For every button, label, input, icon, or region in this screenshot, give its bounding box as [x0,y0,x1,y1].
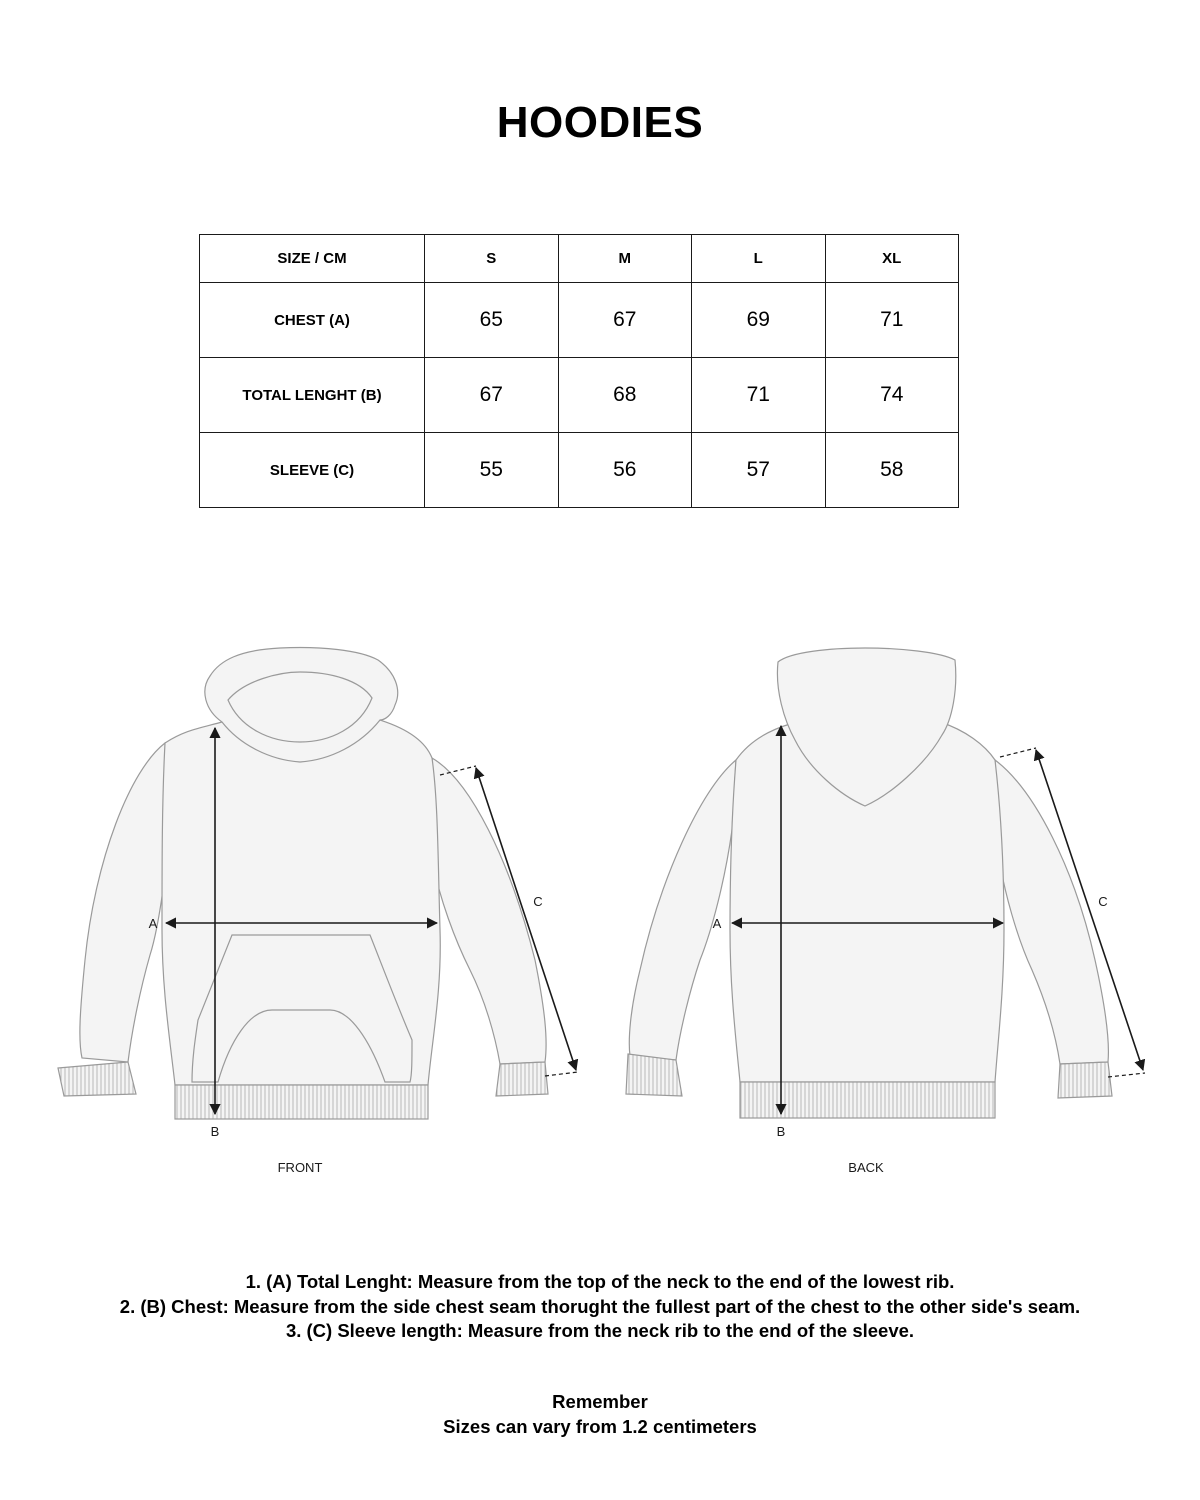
back-label-b: B [776,1124,786,1139]
length-xl: 74 [825,358,959,433]
remember-text: Sizes can vary from 1.2 centimeters [443,1415,757,1437]
measurement-notes [0,1270,1200,1344]
header-size-s: S [425,235,559,283]
hoodie-back-illustration [626,648,1112,1118]
length-l: 71 [692,358,826,433]
row-label-chest: CHEST (A) [200,283,425,358]
row-label-total-length: TOTAL LENGHT (B) [200,358,425,433]
hoodie-front-illustration [58,648,548,1120]
chest-m: 67 [558,283,692,358]
table-header-row [200,235,959,283]
note-chest: 2. (B) Chest: Measure from the side chest seam thorught the fullest part of the chest to the other side's seam. [119,1295,1081,1317]
remember-block [0,1390,1200,1439]
chest-l: 69 [692,283,826,358]
header-size-m: M [558,235,692,283]
length-m: 68 [558,358,692,433]
table-row-chest [200,283,959,358]
front-label-c: C [533,894,543,909]
front-label-b: B [210,1124,220,1139]
sleeve-m: 56 [558,433,692,508]
note-sleeve: 3. (C) Sleeve length: Measure from the neck rib to the end of the sleeve. [285,1320,915,1341]
length-s: 67 [425,358,559,433]
remember-heading: Remember [552,1391,648,1412]
hoodie-diagram-svg [0,630,1200,1190]
header-size-xl: XL [825,235,959,283]
back-caption: BACK [848,1160,884,1175]
sleeve-xl: 58 [825,433,959,508]
sleeve-s: 55 [425,433,559,508]
front-caption: FRONT [277,1160,323,1175]
hoodie-diagrams [0,630,1200,1190]
page-title: HOODIES [496,98,704,147]
note-total-length: 1. (A) Total Lenght: Measure from the top of the neck to the end of the lowest rib. [245,1271,955,1292]
chest-s: 65 [425,283,559,358]
header-size-cm: SIZE / CM [200,235,425,283]
sleeve-l: 57 [692,433,826,508]
size-chart-table [199,234,959,508]
back-label-c: C [1098,894,1108,909]
back-label-a: A [712,916,722,931]
table-row-sleeve [200,433,959,508]
row-label-sleeve: SLEEVE (C) [200,433,425,508]
table-row-total-length [200,358,959,433]
header-size-l: L [692,235,826,283]
chest-xl: 71 [825,283,959,358]
front-label-a: A [148,916,158,931]
